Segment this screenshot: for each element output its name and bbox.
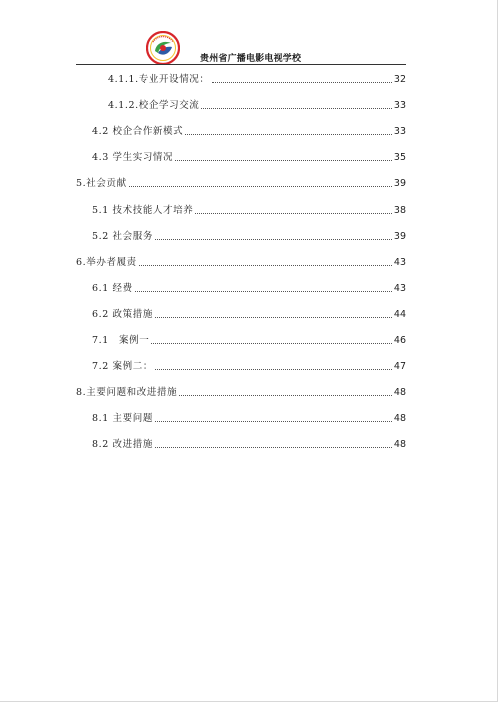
toc-entry-label: 6.2 政策措施 — [92, 309, 153, 320]
toc-entry[interactable] — [92, 359, 406, 373]
toc-dot-leader — [212, 81, 392, 83]
toc-dot-leader — [195, 212, 392, 214]
toc-entry-page: 48 — [393, 413, 406, 424]
toc-entry[interactable] — [92, 150, 406, 164]
toc-dot-leader — [135, 290, 392, 292]
toc-entry-label: 7.1 案例一 — [92, 335, 150, 346]
toc-dot-leader — [155, 316, 392, 318]
toc-dot-leader — [155, 368, 392, 370]
toc-entry[interactable] — [92, 437, 406, 451]
toc-entry-label: 7.2 案例二： — [92, 361, 153, 372]
toc-entry[interactable] — [92, 307, 406, 321]
toc-entry[interactable] — [92, 333, 406, 347]
toc-entry[interactable] — [108, 72, 406, 86]
toc-entry[interactable] — [92, 411, 406, 425]
page-header — [0, 0, 498, 70]
toc-entry-label: 6.1 经费 — [92, 283, 133, 294]
toc-entry-page: 39 — [393, 178, 406, 189]
header-divider — [76, 64, 406, 65]
toc-entry[interactable] — [108, 98, 406, 112]
toc-entry-page: 33 — [393, 126, 406, 137]
toc-entry-page: 43 — [393, 283, 406, 294]
toc-entry[interactable] — [92, 124, 406, 138]
toc-entry-label: 6.举办者履责 — [76, 257, 137, 268]
toc-entry-label: 8.1 主要问题 — [92, 413, 153, 424]
toc-dot-leader — [151, 342, 392, 344]
toc-entry-page: 32 — [393, 74, 406, 85]
toc-entry-label: 5.1 技术技能人才培养 — [92, 205, 194, 216]
school-emblem-icon — [146, 31, 180, 65]
toc-entry[interactable] — [76, 385, 406, 399]
toc-dot-leader — [185, 133, 392, 135]
toc-dot-leader — [175, 159, 392, 161]
toc-entry-page: 38 — [393, 205, 406, 216]
toc-entry[interactable] — [92, 281, 406, 295]
toc-entry-label: 4.3 学生实习情况 — [92, 152, 174, 163]
toc-dot-leader — [155, 446, 392, 448]
toc-entry-label: 5.2 社会服务 — [92, 231, 153, 242]
toc-entry-label: 8.2 改进措施 — [92, 439, 153, 450]
toc-dot-leader — [155, 420, 392, 422]
toc-entry-page: 35 — [393, 152, 406, 163]
toc-entry[interactable] — [92, 229, 406, 243]
toc-entry-page: 39 — [393, 231, 406, 242]
toc-entry[interactable] — [76, 255, 406, 269]
toc-dot-leader — [179, 394, 392, 396]
toc-entry-label: 4.2 校企合作新模式 — [92, 126, 184, 137]
toc-entry-page: 44 — [393, 309, 406, 320]
toc-entry-page: 48 — [393, 439, 406, 450]
toc-entry-label: 8.主要问题和改进措施 — [76, 387, 178, 398]
toc-dot-leader — [155, 238, 392, 240]
toc-dot-leader — [201, 107, 392, 109]
toc-entry[interactable] — [76, 176, 406, 190]
toc-entry-label: 4.1.1.专业开设情况： — [108, 74, 210, 85]
toc-entry-label: 5.社会贡献 — [76, 178, 127, 189]
toc-entry-label: 4.1.2.校企学习交流 — [108, 100, 200, 111]
toc-dot-leader — [139, 264, 392, 266]
toc-dot-leader — [129, 185, 392, 187]
toc-entry-page: 33 — [393, 100, 406, 111]
toc-entry[interactable] — [92, 203, 406, 217]
school-name: 贵州省广播电影电视学校 — [200, 54, 302, 64]
toc-entry-page: 47 — [393, 361, 406, 372]
toc-entry-page: 46 — [393, 335, 406, 346]
toc-entry-page: 43 — [393, 257, 406, 268]
toc-entry-page: 48 — [393, 387, 406, 398]
